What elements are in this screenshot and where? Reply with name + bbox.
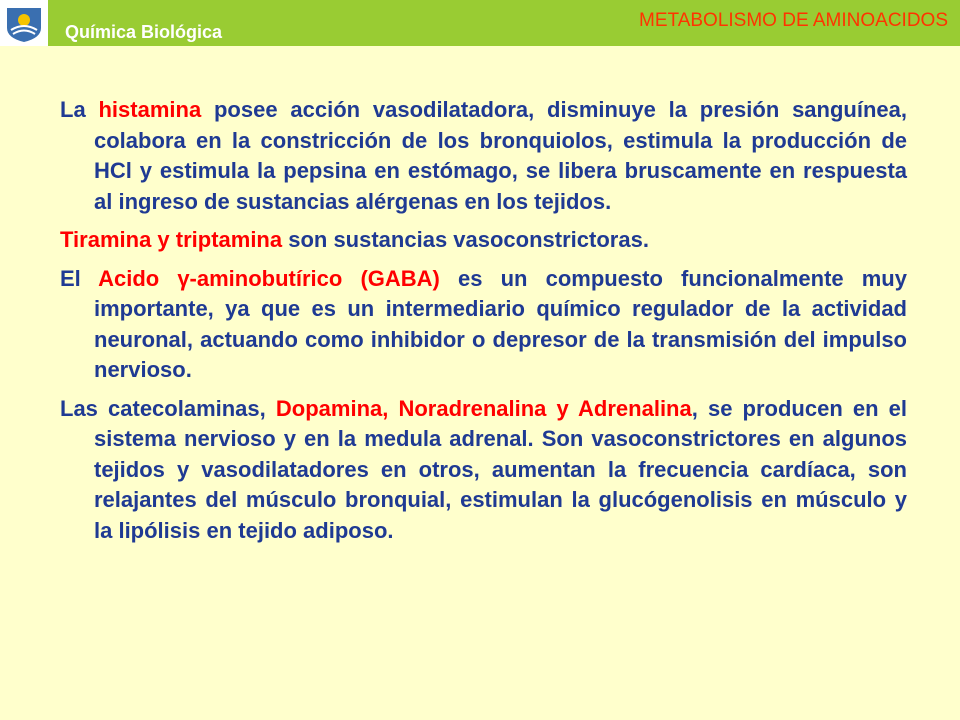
text-segment: , se producen en el sistema nervioso y en la medula adrenal. Son vasoconstrictores en algunos tejidos y vasodilatadores en otros, aumentan la frecuencia cardíaca, son relajantes del músculo bronquial, estimulan la glucógenolisis en músculo y la lipólisis en tejido adiposo. [94, 395, 908, 543]
text-segment: es un compuesto funcionalmente muy importante, ya que es un intermediario químico regulador de la actividad neuronal, actuando como inhibidor o depresor de la transmisión del impulso nervioso. [94, 265, 907, 382]
highlight-tiramina: Tiramina y triptamina [60, 227, 283, 252]
logo-box [0, 0, 48, 46]
paragraph-gaba [60, 264, 907, 386]
text-segment: Las catecolaminas, [60, 395, 276, 421]
slide-content [60, 95, 907, 554]
highlight-gaba: Acido γ-aminobutírico (GABA) [98, 265, 440, 291]
text-segment: El [60, 265, 99, 291]
text-segment: posee acción vasodilatadora, disminuye la presión sanguínea, colabora en la constricción de los bronquiolos, estimula la producción de HCl y estimula la pepsina en estómago, se libera bruscamente en respuesta al ingreso de sustancias alérgenas en los tejidos. [94, 97, 907, 214]
highlight-catecolaminas: Dopamina, Noradrenalina y Adrenalina [275, 395, 692, 421]
highlight-histamina: histamina [98, 97, 202, 122]
text-segment: son sustancias vasoconstrictoras [282, 227, 643, 252]
paragraph-catecolaminas [60, 394, 907, 547]
text-segment: La [60, 97, 99, 122]
topic-title: METABOLISMO DE AMINOACIDOS [639, 10, 948, 31]
paragraph-histamina [60, 95, 907, 217]
university-logo-icon [3, 2, 45, 44]
course-title: Química Biológica [65, 22, 223, 42]
text-segment: . [642, 227, 649, 252]
paragraph-tiramina [60, 225, 907, 256]
